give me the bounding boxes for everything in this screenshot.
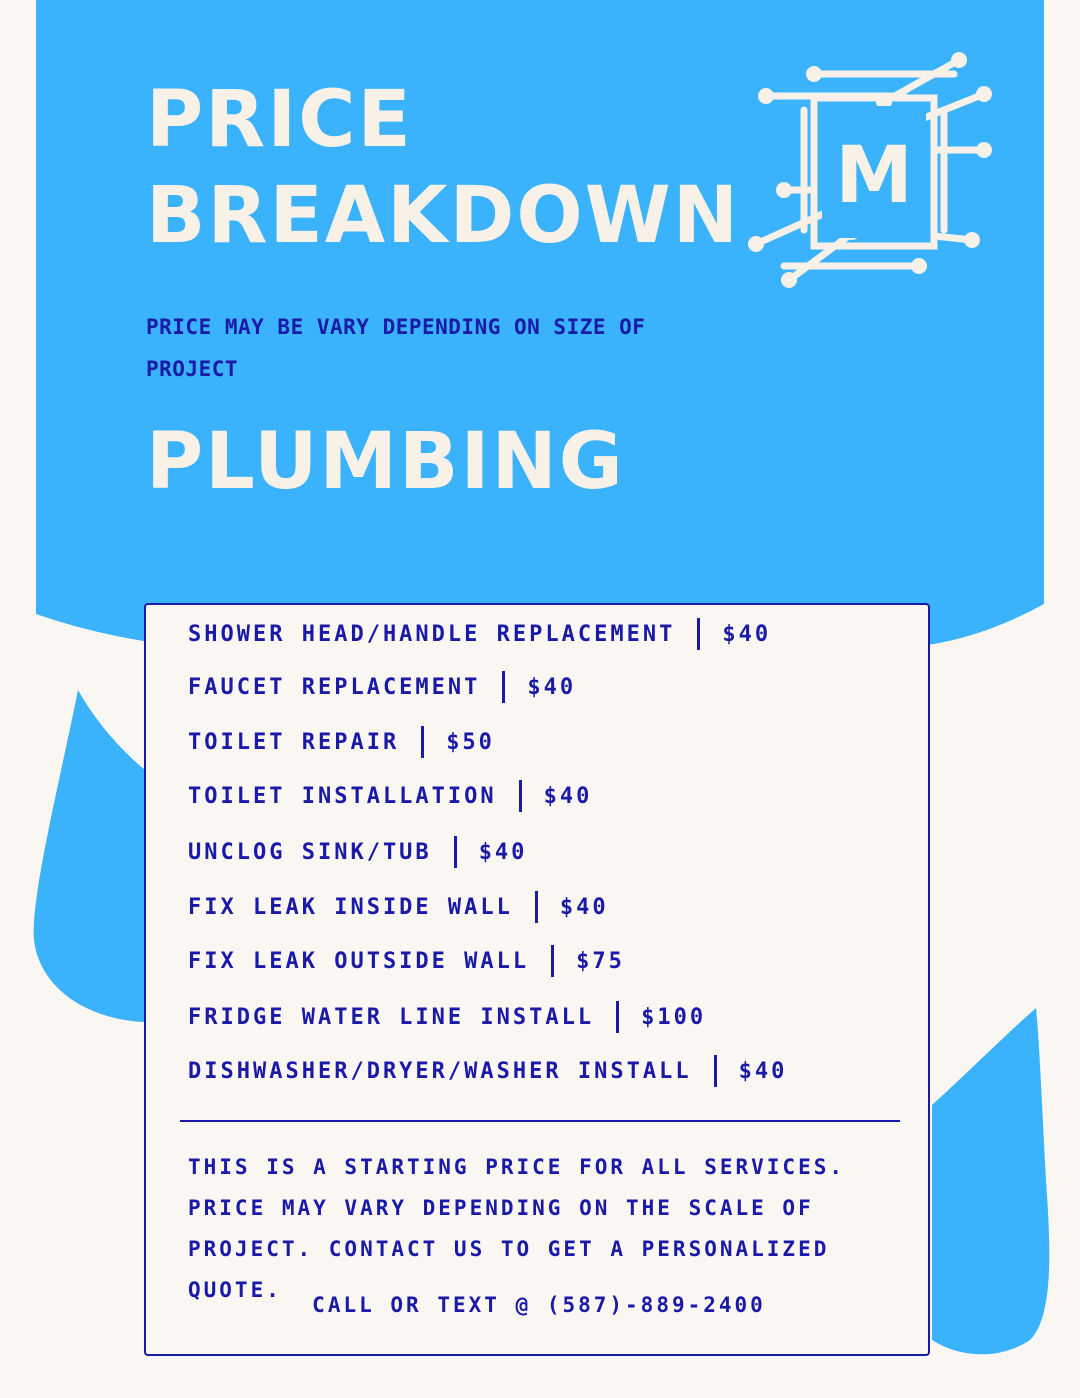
service-row (188, 836, 527, 868)
service-name: TOILET INSTALLATION (188, 783, 497, 809)
separator (616, 1001, 619, 1033)
service-name: TOILET REPAIR (188, 729, 400, 755)
page-title (146, 72, 740, 264)
service-row (188, 1001, 706, 1033)
company-logo (744, 50, 994, 290)
subtitle: PRICE MAY BE VARY DEPENDING ON SIZE OF PROJECT (146, 315, 646, 381)
service-name: SHOWER HEAD/HANDLE REPLACEMENT (188, 621, 676, 647)
logo-letter: M (835, 131, 913, 221)
separator (519, 780, 522, 812)
service-name: FIX LEAK OUTSIDE WALL (188, 948, 530, 974)
service-row (188, 780, 592, 812)
service-price: $40 (559, 894, 609, 920)
service-price: $40 (543, 783, 593, 809)
separator (454, 836, 457, 868)
service-price: $75 (576, 948, 625, 974)
section-title: PLUMBING (146, 417, 625, 507)
separator (697, 618, 700, 650)
service-row (188, 945, 625, 977)
service-row (188, 726, 495, 758)
service-row (188, 1055, 787, 1087)
service-name: FRIDGE WATER LINE INSTALL (188, 1004, 595, 1030)
separator (714, 1055, 717, 1087)
contact-info: CALL OR TEXT @ (587)-889-2400 (312, 1293, 766, 1317)
separator (535, 891, 538, 923)
price-list-card (144, 603, 930, 1356)
service-name: FIX LEAK INSIDE WALL (188, 894, 513, 920)
service-name: DISHWASHER/DRYER/WASHER INSTALL (188, 1058, 692, 1084)
service-name: UNCLOG SINK/TUB (188, 839, 432, 865)
service-price: $40 (738, 1058, 788, 1084)
service-price: $40 (527, 674, 577, 700)
service-row (188, 671, 576, 703)
service-name: FAUCET REPLACEMENT (188, 674, 481, 700)
divider (180, 1120, 900, 1122)
title-line-1: PRICE (146, 75, 413, 165)
service-price: $100 (641, 1004, 707, 1030)
service-price: $40 (478, 839, 528, 865)
separator (502, 671, 505, 703)
title-line-2: BREAKDOWN (146, 171, 740, 261)
right-water-drop (932, 1008, 1049, 1354)
pricing-note: THIS IS A STARTING PRICE FOR ALL SERVICES. PRICE MAY VARY DEPENDING ON THE SCALE OF PROJECT. CONTACT US TO GET A PERSONALIZED QUOTE. (188, 1155, 846, 1302)
left-water-drop (34, 690, 145, 1022)
separator (551, 945, 554, 977)
service-price: $50 (446, 729, 495, 755)
service-row (188, 891, 609, 923)
service-row (188, 618, 771, 650)
service-price: $40 (722, 621, 772, 647)
separator (421, 726, 424, 758)
